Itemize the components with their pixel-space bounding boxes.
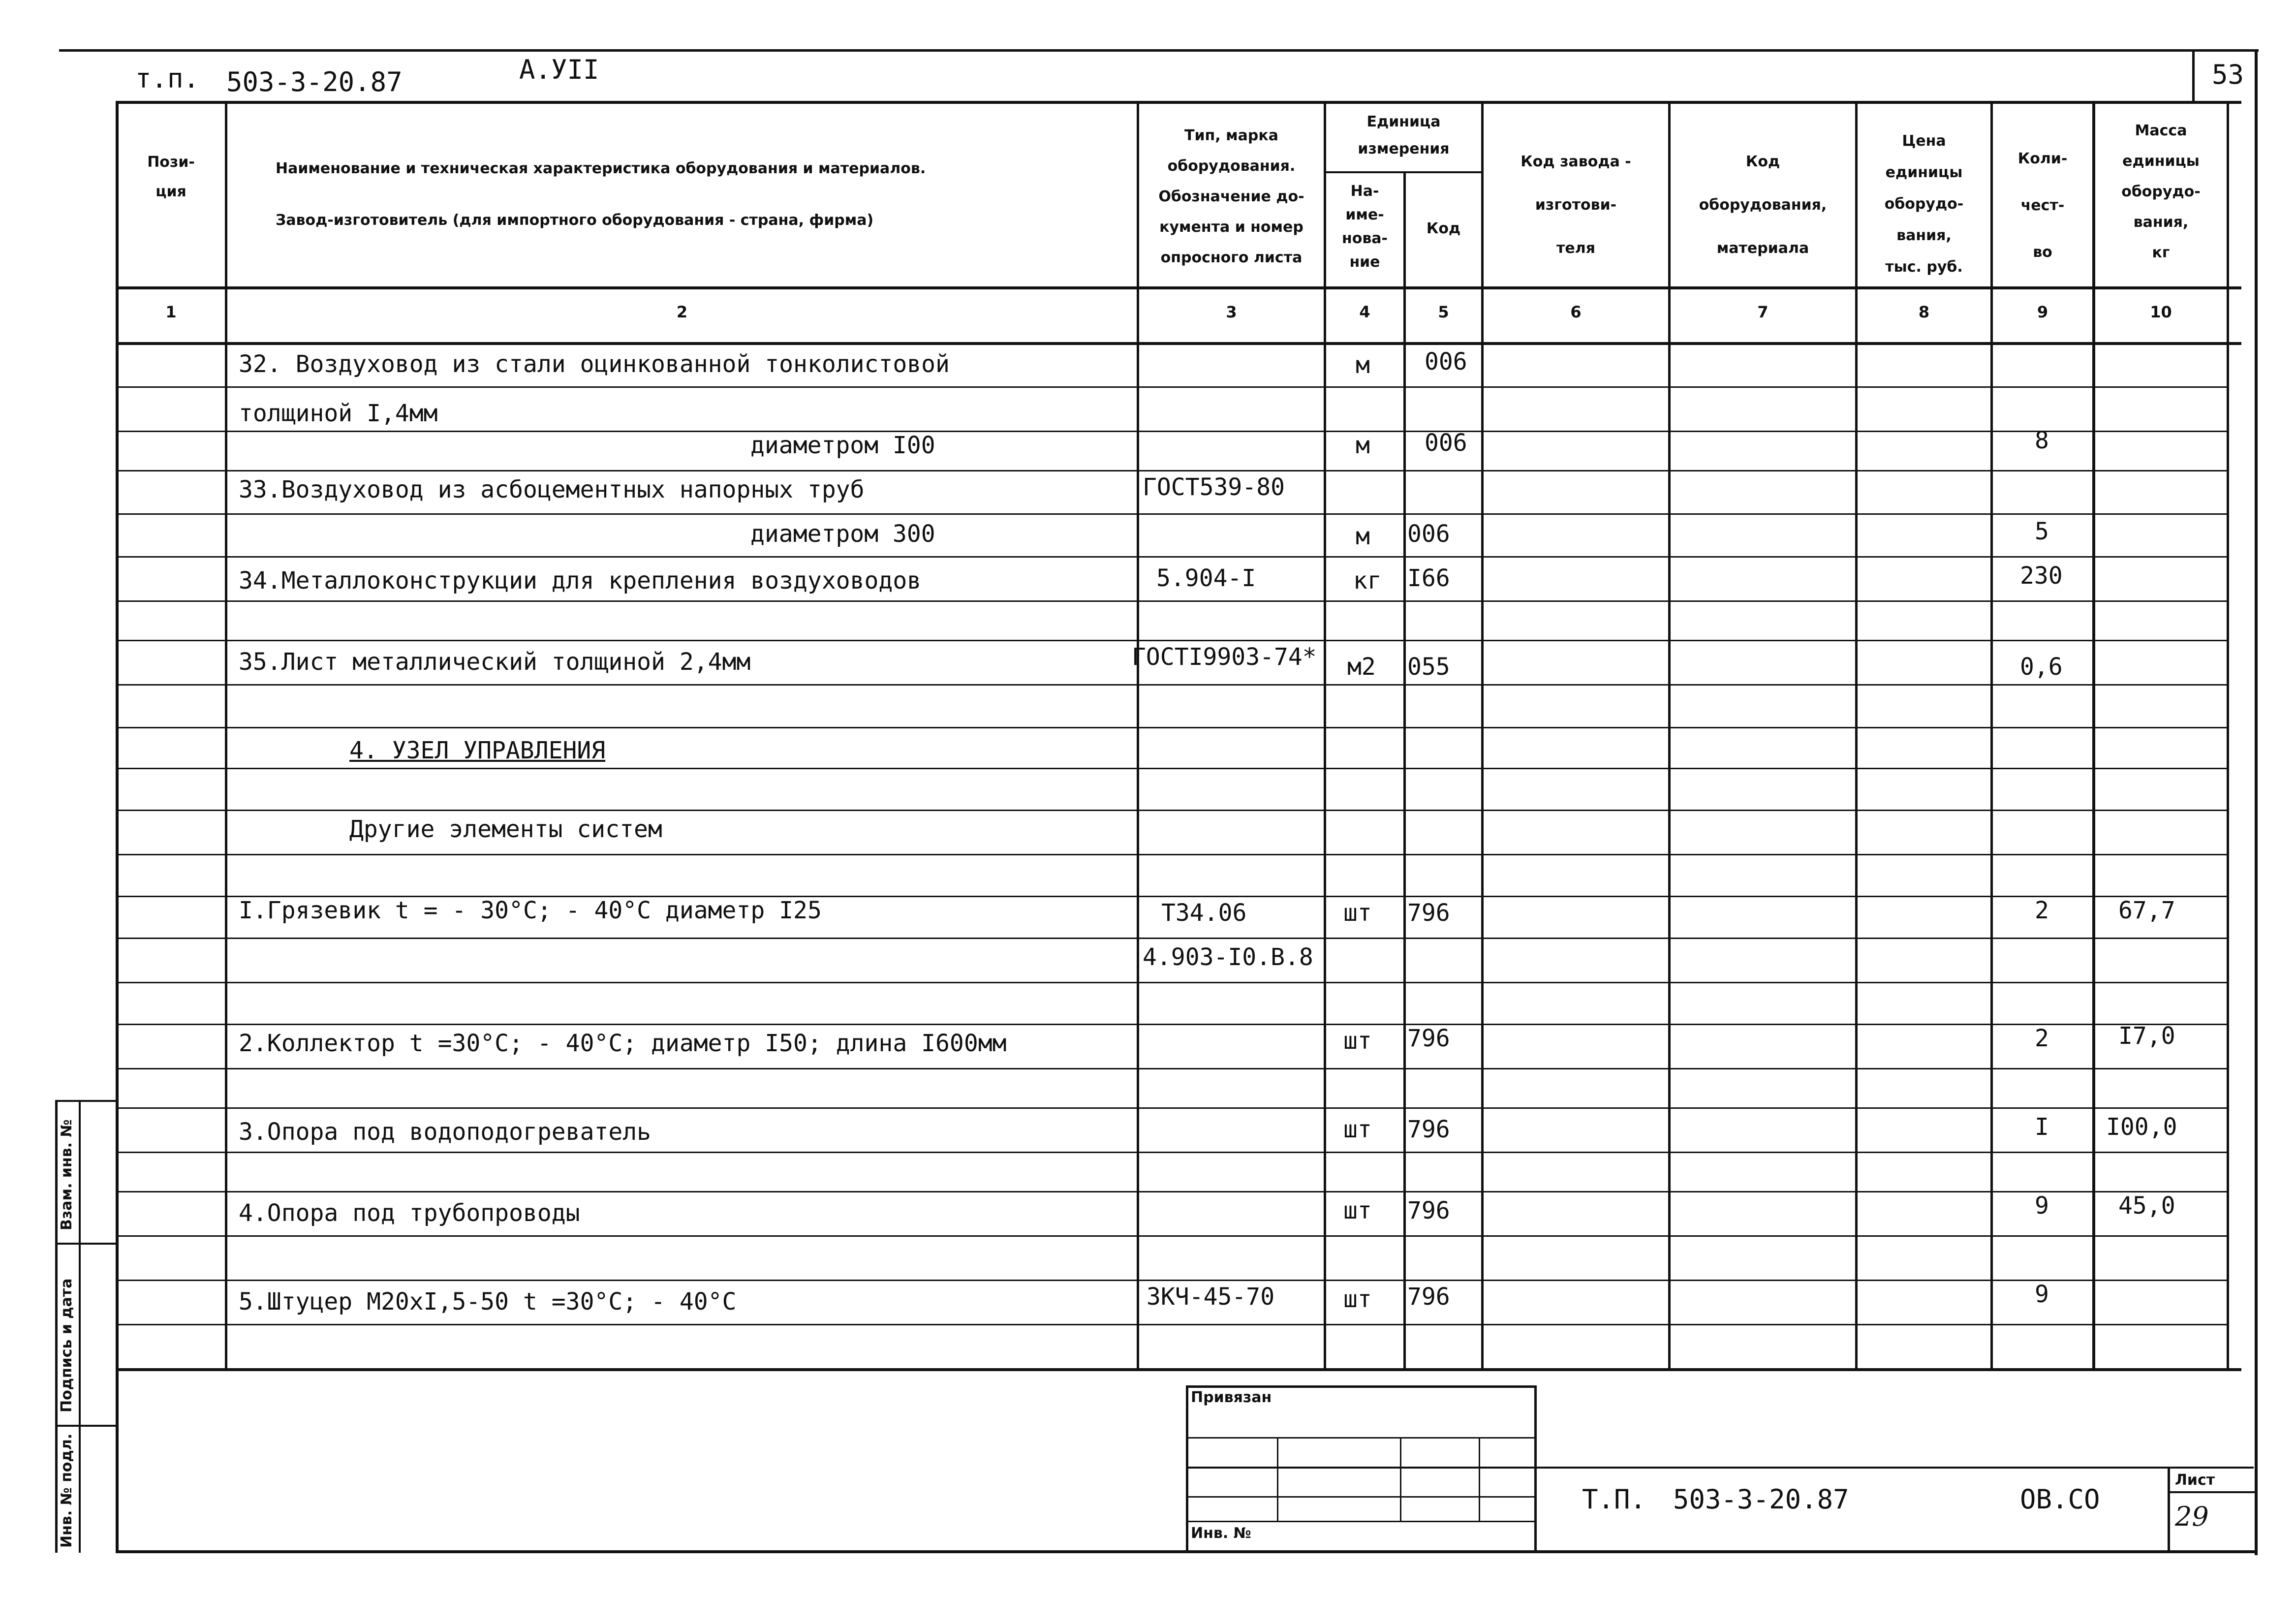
number-row-bottom-line: [116, 342, 2241, 345]
stamp-tied-box-top: [1186, 1385, 1535, 1388]
col-sep-5: [1481, 101, 1484, 1371]
item-name: 3.Опора под водоподогреватель: [239, 1118, 652, 1146]
item-type: 3КЧ-45-70: [1147, 1283, 1275, 1311]
item-quantity: I: [2035, 1113, 2049, 1141]
col-num-1: 1: [165, 303, 177, 321]
sheet-box-divider: [2168, 1491, 2256, 1493]
col-num-3: 3: [1226, 303, 1237, 321]
stamp-tp-label: Т.П.: [1582, 1484, 1646, 1515]
row-divider: [118, 1152, 2227, 1153]
row-divider: [118, 810, 2227, 811]
row-divider: [118, 1191, 2227, 1192]
col-sep-1: [225, 101, 227, 1371]
item-mass: 67,7: [2118, 897, 2175, 924]
row-divider: [118, 556, 2227, 558]
item-mass: 45,0: [2118, 1192, 2175, 1220]
col-num-9: 9: [2037, 303, 2048, 321]
row-divider: [118, 938, 2227, 939]
side-stamp-top-line: [55, 1100, 117, 1102]
col-header-unit-code: Код: [1426, 220, 1461, 237]
row-divider: [118, 854, 2227, 855]
item-unit: шт: [1343, 1197, 1372, 1224]
item-name: 34.Металлоконструкции для крепления воздуховодов: [239, 567, 922, 595]
stamp-grid-row: [1186, 1437, 1535, 1439]
stamp-grid-row: [1186, 1467, 2254, 1469]
tied-label: Привязан: [1191, 1389, 1272, 1406]
item-code: 796: [1407, 1116, 1450, 1143]
col-header-mass: Масса единицы оборудо- вания, кг: [2121, 122, 2201, 261]
col-sep-2: [1137, 101, 1139, 1371]
page-number: 53: [2212, 59, 2244, 90]
item-quantity: 2: [2035, 897, 2049, 924]
unit-group-header: Единица измерения: [1358, 113, 1450, 157]
tp-label: т.п.: [135, 63, 200, 94]
stamp-grid-col: [1277, 1437, 1278, 1521]
row-divider: [118, 727, 2227, 728]
col-header-price: Цена единицы оборудо- вания, тыс. руб.: [1884, 132, 1964, 276]
col-num-7: 7: [1757, 303, 1769, 321]
col-num-2: 2: [676, 303, 688, 321]
item-unit: м2: [1347, 653, 1376, 681]
project-code: 503-3-20.87: [226, 66, 403, 97]
col-sep-9: [2092, 101, 2095, 1371]
item-unit: шт: [1343, 899, 1372, 927]
table-top-line: [116, 101, 2241, 104]
row-divider: [118, 768, 2227, 769]
item-code: 796: [1407, 1025, 1450, 1052]
album-label: А.УII: [519, 54, 599, 85]
page-number-divider: [2192, 52, 2195, 101]
side-stamp-divider: [55, 1243, 117, 1245]
right-outer-border: [2255, 49, 2258, 1555]
col-sep-10: [2227, 101, 2229, 1371]
item-name: 2.Коллектор t =30°С; - 40°С; диаметр I50; длина I600мм: [239, 1030, 1007, 1057]
col-sep-7: [1855, 101, 1858, 1371]
item-type: ГОСТ539-80: [1143, 473, 1285, 501]
row-divider: [118, 1024, 2227, 1025]
inv-number-label: Инв. №: [1191, 1525, 1251, 1542]
item-code: 796: [1407, 899, 1450, 927]
subsection-heading: Другие элементы систем: [349, 815, 662, 843]
row-divider: [118, 431, 2227, 432]
stamp-grid-row: [1186, 1464, 1188, 1466]
sheet-number: 29: [2175, 1501, 2209, 1532]
table-bottom-line: [116, 1368, 2241, 1371]
row-divider: [118, 684, 2227, 686]
item-type: Т34.06: [1161, 899, 1247, 927]
stamp-tied-box-right: [1534, 1385, 1537, 1553]
item-name: 35.Лист металлический толщиной 2,4мм: [239, 648, 751, 676]
item-quantity: 8: [2035, 427, 2049, 454]
row-divider: [118, 1324, 2227, 1325]
col-header-unit-name: На- име- нова- ние: [1341, 183, 1388, 271]
item-name: 33.Воздуховод из асбоцементных напорных труб: [239, 476, 865, 503]
item-unit: м: [1356, 523, 1370, 550]
item-code: 006: [1407, 520, 1450, 548]
stamp-doc-code: ОВ.СО: [2020, 1484, 2100, 1515]
item-unit: шт: [1343, 1027, 1372, 1055]
item-unit: шт: [1343, 1116, 1372, 1143]
header-bottom-line: [116, 286, 2241, 289]
row-divider: [118, 982, 2227, 983]
row-divider: [118, 600, 2227, 602]
row-divider: [118, 1235, 2227, 1237]
side-stamp-mid-line: [79, 1100, 81, 1553]
item-name: диаметром I00: [750, 432, 935, 459]
side-stamp-left-line: [55, 1100, 58, 1553]
col-header-name: Наименование и техническая характеристика оборудования и материалов. Завод-изготовитель (для импортного оборудования - страна, фирма): [276, 160, 926, 229]
item-type: 4.903-I0.В.8: [1143, 943, 1313, 971]
item-quantity: 2: [2035, 1025, 2049, 1052]
item-code: I66: [1407, 564, 1450, 592]
item-name: толщиной I,4мм: [239, 400, 438, 427]
item-unit: шт: [1343, 1285, 1372, 1313]
item-quantity: 9: [2035, 1281, 2049, 1308]
item-name: диаметром 300: [750, 520, 935, 548]
stamp-grid-col: [1479, 1437, 1480, 1521]
row-divider: [118, 386, 2227, 388]
col-header-type: Тип, марка оборудования. Обозначение до- кумента и номер опросного листа: [1158, 127, 1304, 266]
signature-date-label: Подпись и дата: [58, 1278, 75, 1412]
col-num-8: 8: [1918, 303, 1930, 321]
item-code: 006: [1425, 348, 1467, 376]
top-border-line: [59, 49, 2259, 52]
stamp-tied-box-left: [1186, 1385, 1188, 1553]
stamp-project-code: 503-3-20.87: [1673, 1484, 1849, 1515]
item-code: 055: [1407, 653, 1450, 681]
col-header-quantity: Коли- чест- во: [2017, 150, 2068, 261]
col-sep-3: [1324, 101, 1326, 1371]
item-quantity: 0,6: [2020, 653, 2063, 681]
col-header-equipment-code: Код оборудования, материала: [1699, 153, 1827, 257]
stamp-grid-col: [1400, 1437, 1401, 1521]
col-sep-6: [1668, 101, 1671, 1371]
item-name: I.Грязевик t = - 30°С; - 40°С диаметр I25: [239, 897, 822, 924]
row-divider: [118, 513, 2227, 515]
item-name: 5.Штуцер М20хI,5-50 t =30°С; - 40°С: [239, 1288, 737, 1316]
item-name: 4.Опора под трубопроводы: [239, 1199, 580, 1227]
item-quantity: 230: [2020, 562, 2063, 590]
original-inv-label: Инв. № подл.: [58, 1433, 75, 1548]
col-num-10: 10: [2150, 303, 2172, 321]
row-divider: [118, 1068, 2227, 1069]
item-code: 796: [1407, 1197, 1450, 1224]
item-mass: I00,0: [2106, 1113, 2177, 1141]
col-header-factory-code: Код завода - изготови- теля: [1520, 153, 1631, 257]
sheet-box-left: [2168, 1467, 2170, 1553]
unit-subheader-line: [1324, 171, 1484, 173]
item-code: 006: [1425, 429, 1467, 457]
item-name: 32. Воздуховод из стали оцинкованной тонколистовой: [239, 350, 950, 378]
item-unit: м: [1356, 351, 1370, 379]
col-num-4: 4: [1359, 303, 1370, 321]
side-stamp-divider: [55, 1425, 117, 1427]
col-header-position: Пози- ция: [147, 154, 195, 200]
col-sep-8: [1990, 101, 1993, 1371]
col-num-5: 5: [1438, 303, 1449, 321]
row-divider: [118, 470, 2227, 471]
item-mass: I7,0: [2118, 1022, 2175, 1050]
stamp-grid-row: [1186, 1521, 1535, 1522]
item-quantity: 5: [2035, 518, 2049, 545]
row-divider: [118, 640, 2227, 641]
col-num-6: 6: [1570, 303, 1582, 321]
row-divider: [118, 1107, 2227, 1109]
stamp-grid-row: [1186, 1496, 1535, 1498]
item-unit: м: [1356, 432, 1370, 459]
replace-inv-label: Взам. инв. №: [58, 1119, 75, 1230]
sheet-label: Лист: [2175, 1472, 2215, 1489]
row-divider: [118, 1280, 2227, 1281]
item-unit: кг: [1353, 567, 1382, 595]
item-type: ГОСТI9903-74*: [1132, 643, 1317, 671]
item-code: 796: [1407, 1283, 1450, 1311]
item-type: 5.904-I: [1156, 564, 1256, 592]
section-heading: 4. УЗЕЛ УПРАВЛЕНИЯ: [349, 737, 606, 764]
item-quantity: 9: [2035, 1192, 2049, 1220]
